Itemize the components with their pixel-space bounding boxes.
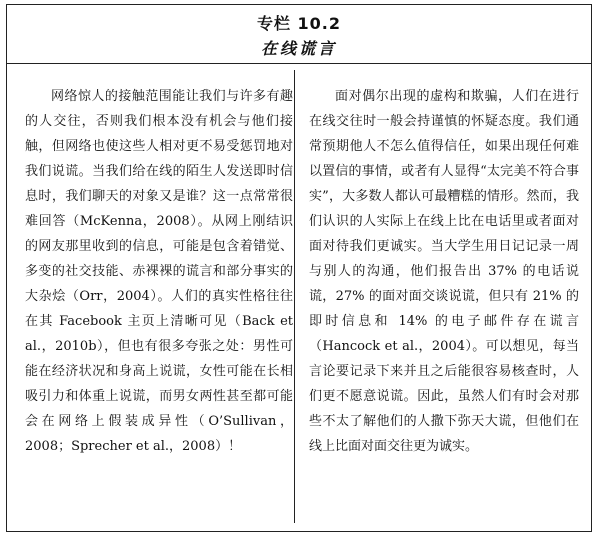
box-number: 专栏 10.2: [256, 14, 342, 33]
sidebar-box: [6, 4, 592, 532]
box-title: 在线谎言: [260, 39, 337, 58]
column-divider: [294, 70, 295, 523]
right-column: [309, 84, 579, 459]
right-paragraph: 面对偶尔出现的虚构和欺骗，人们在进行在线交往时一般会持谨慎的怀疑态度。我们通常预期他人不怎么值得信任，如果出现任何难以置信的事情，或者有人显得“太完美不符合事实”，大多数人都认可最糟糕的情形。然而，我们认识的人实际上在线上比在电话里或者面对面对待我们更诚实。当大学生用日记记录一周与别人的沟通，他们报告出 37% 的电话说谎，27% 的面对面交谈说谎，但只有 21% 的即时信息和 14% 的电子邮件存在谎言（Hancock et al.，2004）。可以想见，每当言论要记录下来并且之后能很容易核查时，人们更不愿意说谎。因此，虽然人们有时会对那些不太了解他们的人撒下弥天大谎，但他们在线上比面对面交往更为诚实。: [309, 89, 579, 454]
box-body: [7, 64, 591, 531]
left-column: [25, 84, 293, 459]
left-paragraph: 网络惊人的接触范围能让我们与许多有趣的人交往，否则我们根本没有机会与他们接触，但网络也使这些人相对更不易受惩罚地对我们说谎。当我们给在线的陌生人发送即时信息时，我们聊天的对象又是谁？这一点常常很难回答（McKenna，2008）。从网上刚结识的网友那里收到的信息，可能是包含着错觉、多变的社交技能、赤裸裸的谎言和部分事实的大杂烩（Orr，2004）。人们的真实性格往往在其 Facebook 主页上清晰可见（Back et al.，2010b），但也有很多夸张之处：男性可能在经济状况和身高上说谎，女性可能在长相吸引力和体重上说谎，而男女两性甚至都可能会在网络上假装成异性（O’Sullivan，2008；Sprecher et al.，2008）！: [25, 89, 293, 454]
box-header: [7, 5, 591, 64]
